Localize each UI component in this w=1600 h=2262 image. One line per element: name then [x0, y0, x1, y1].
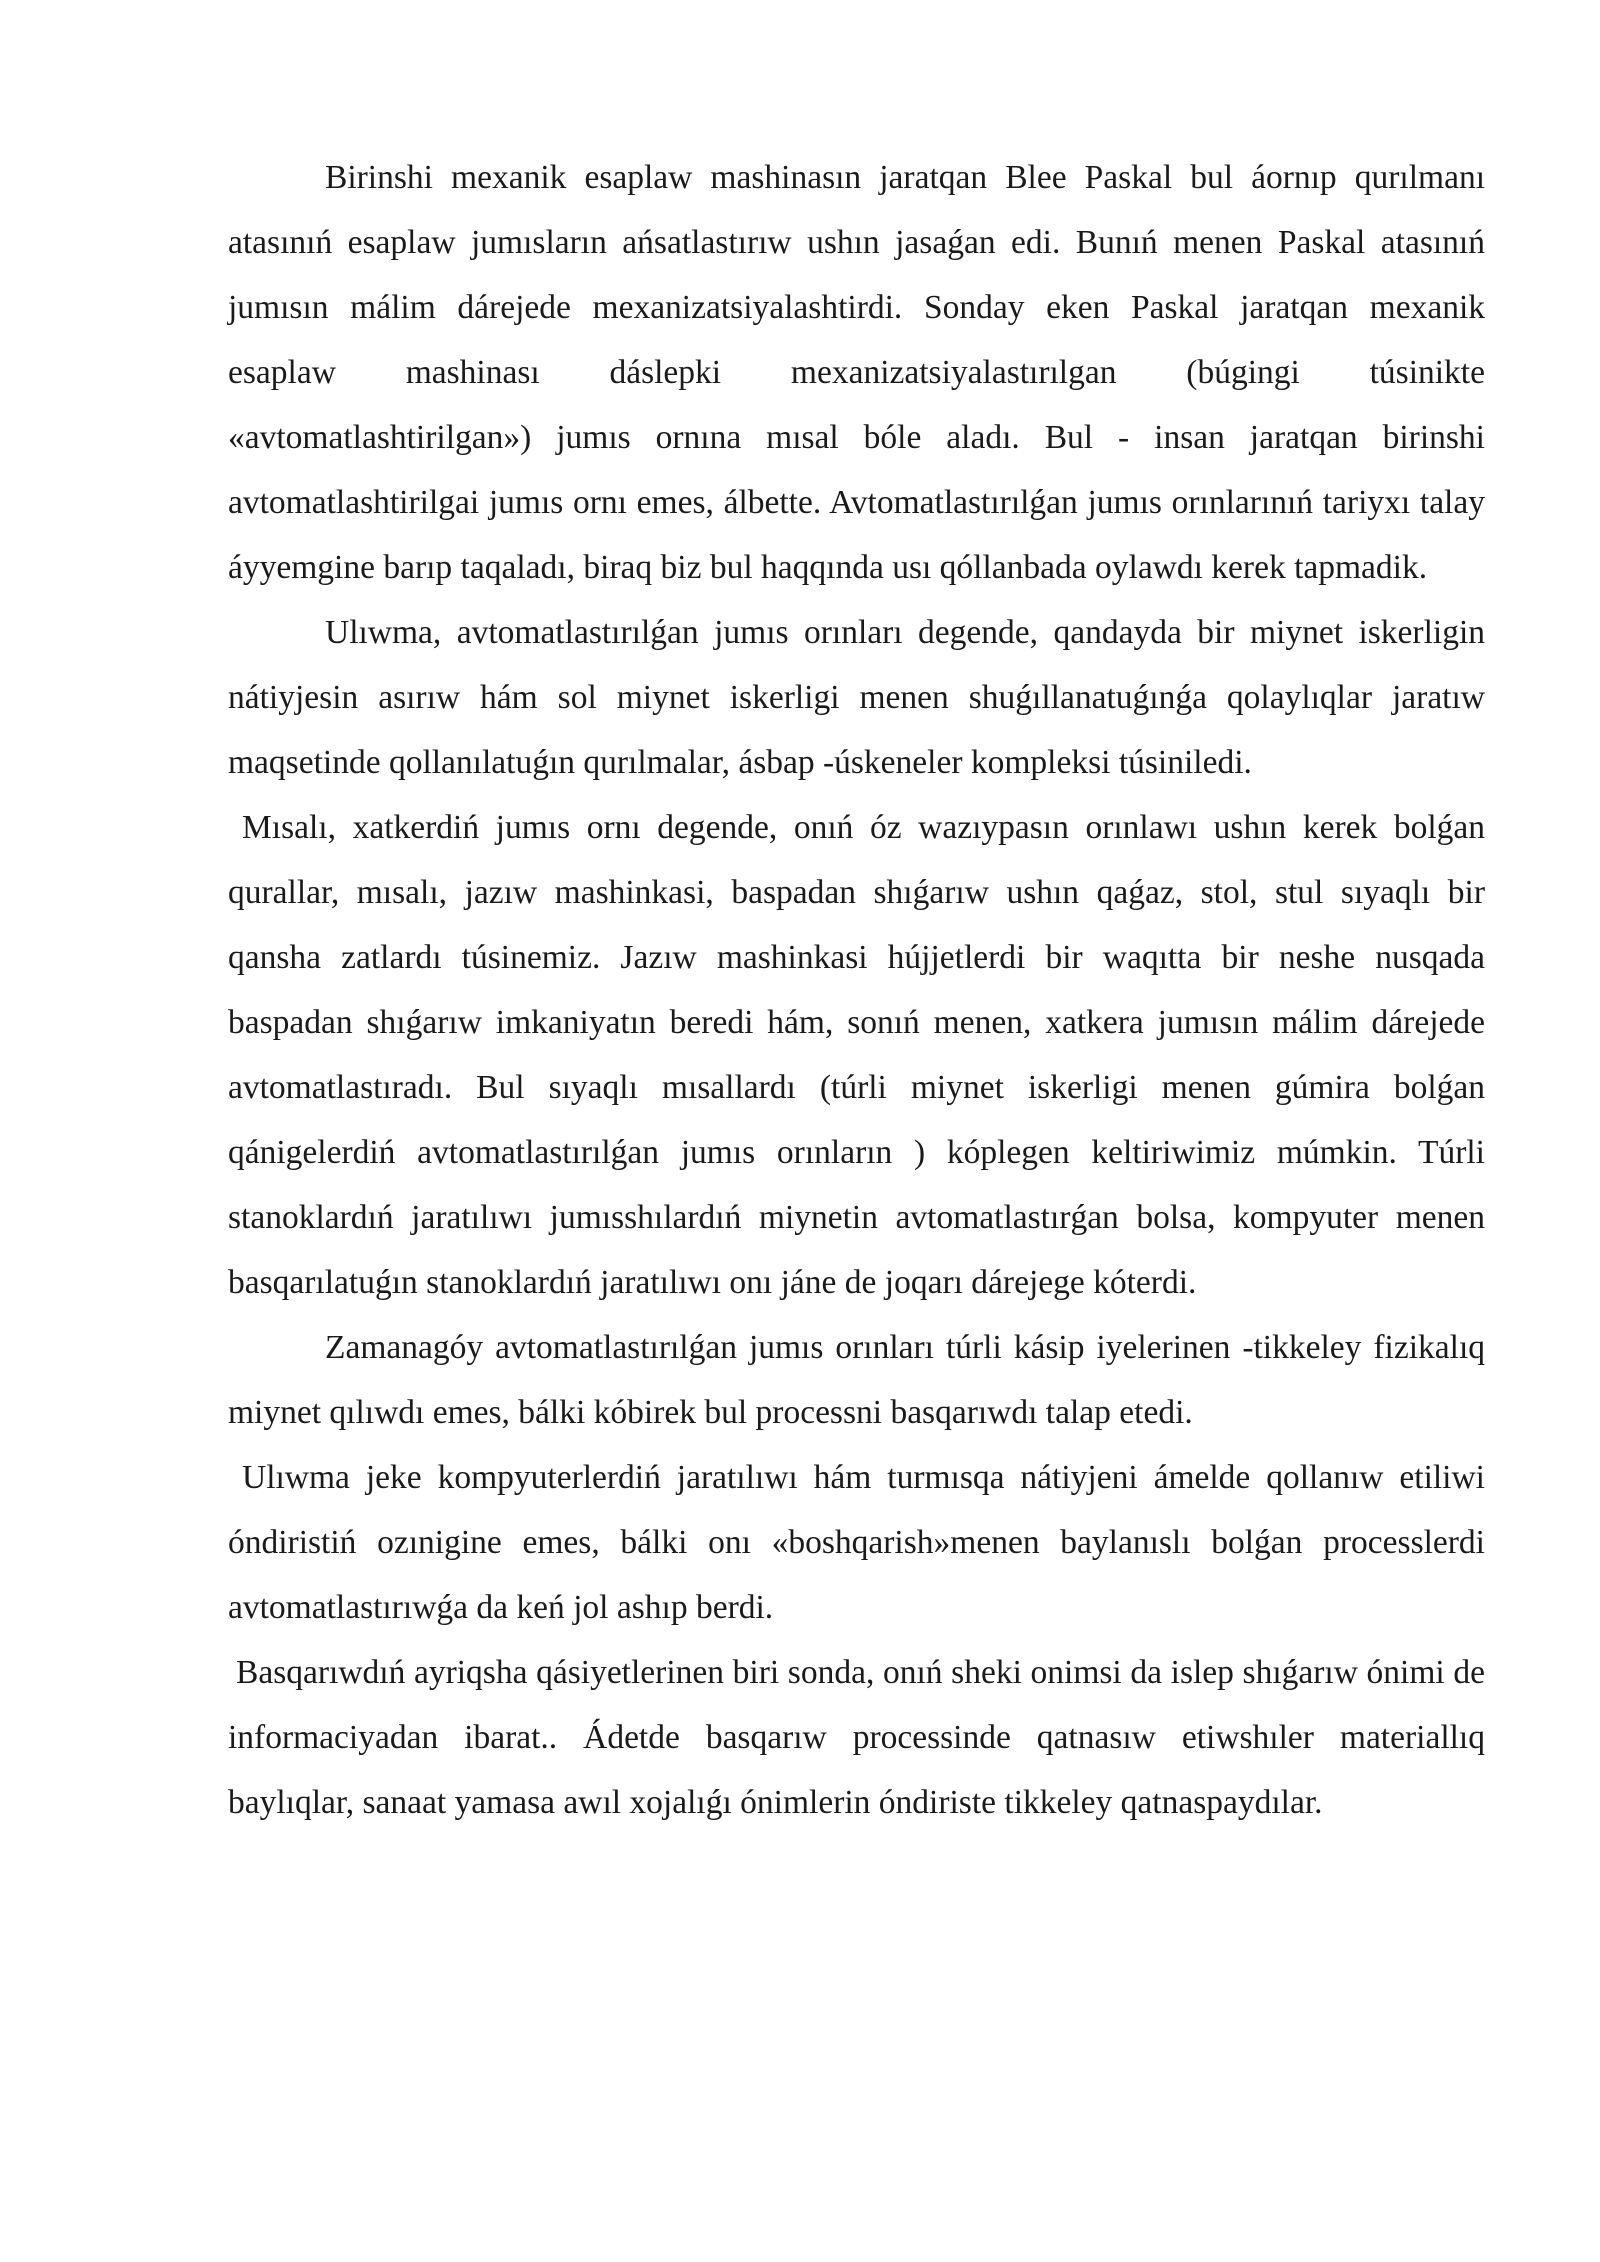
paragraph-automated-workplaces-definition: Ulıwma, avtomatlastırılǵan jumıs orınları degende, qandayda bir miynet iskerligin nátiyjesin asırıw hám sol miynet iskerligi menen shuǵıllanatuǵınǵa qolaylıqlar jaratıw maqsetinde qollanılatuǵın qurılmalar, ásbap -úskeneler kompleksi túsiniledi.	[228, 614, 1485, 781]
paragraph-modern-workplaces: Zamanagóy avtomatlastırılǵan jumıs orınları túrli kásip iyelerinen -tikkeley fizikalıq miynet qılıwdı emes, bálki kóbirek bul processni basqarıwdı talap etedi.	[228, 1329, 1485, 1431]
body-text	[228, 145, 1485, 1835]
paragraph-secretary-example: Mısalı, xatkerdiń jumıs ornı degende, onıń óz wazıypasın orınlawı ushın kerek bolǵan qurallar, mısalı, jazıw mashinkasi, baspadan shıǵarıw ushın qaǵaz, stol, stul sıyaqlı bir qansha zatlardı túsinemiz. Jazıw mashinkasi hújjetlerdi bir waqıtta bir neshe nusqada baspadan shıǵarıw imkaniyatın beredi hám, sonıń menen, xatkera jumısın málim dárejede avtomatlastıradı. Bul sıyaqlı mısallardı (túrli miynet iskerligi menen gúmira bolǵan qánigelerdiń avtomatlastırılǵan jumıs orınların ) kóplegen keltiriwimiz múmkin. Túrli stanoklardıń jaratılıwı jumısshılardıń miynetin avtomatlastırǵan bolsa, kompyuter menen basqarılatuǵın stanoklardıń jaratılıwı onı jáne de joqarı dárejege kóterdi.	[228, 809, 1485, 1301]
paragraph-management-features: Basqarıwdıń ayriqsha qásiyetlerinen biri sonda, onıń sheki onimsi da islep shıǵarıw ónimi de informaciyadan ibarat.. Ádetde basqarıw processinde qatnasıw etiwshıler materiallıq baylıqlar, sanaat yamasa awıl xojalıǵı ónimlerin óndiriste tikkeley qatnaspaydılar.	[228, 1654, 1485, 1821]
paragraph-personal-computers: Ulıwma jeke kompyuterlerdiń jaratılıwı hám turmısqa nátiyjeni ámelde qollanıw etiliwi óndiristiń ozınigine emes, bálki onı «boshqarish»menen baylanıslı bolǵan processlerdi avtomatlastırıwǵa da keń jol ashıp berdi.	[228, 1459, 1485, 1626]
paragraph-paskal-machine: Birinshi mexanik esaplaw mashinasın jaratqan Blee Paskal bul áornıp qurılmanı atasınıń esaplaw jumısların ańsatlastırıw ushın jasaǵan edi. Bunıń menen Paskal atasınıń jumısın málim dárejede mexanizatsiyalashtirdi. Sonday eken Paskal jaratqan mexanik esaplaw mashinası dáslepki mexanizatsiyalastırılgan (búgingi túsinikte «avtomatlashtirilgan») jumıs ornına mısal bóle aladı. Bul - insan jaratqan birinshi avtomatlashtirilgai jumıs ornı emes, álbette. Avtomatlastırılǵan jumıs orınlarınıń tariyxı talay áyyemgine barıp taqaladı, biraq biz bul haqqında usı qóllanbada oylawdı kerek tapmadik.	[228, 159, 1485, 586]
